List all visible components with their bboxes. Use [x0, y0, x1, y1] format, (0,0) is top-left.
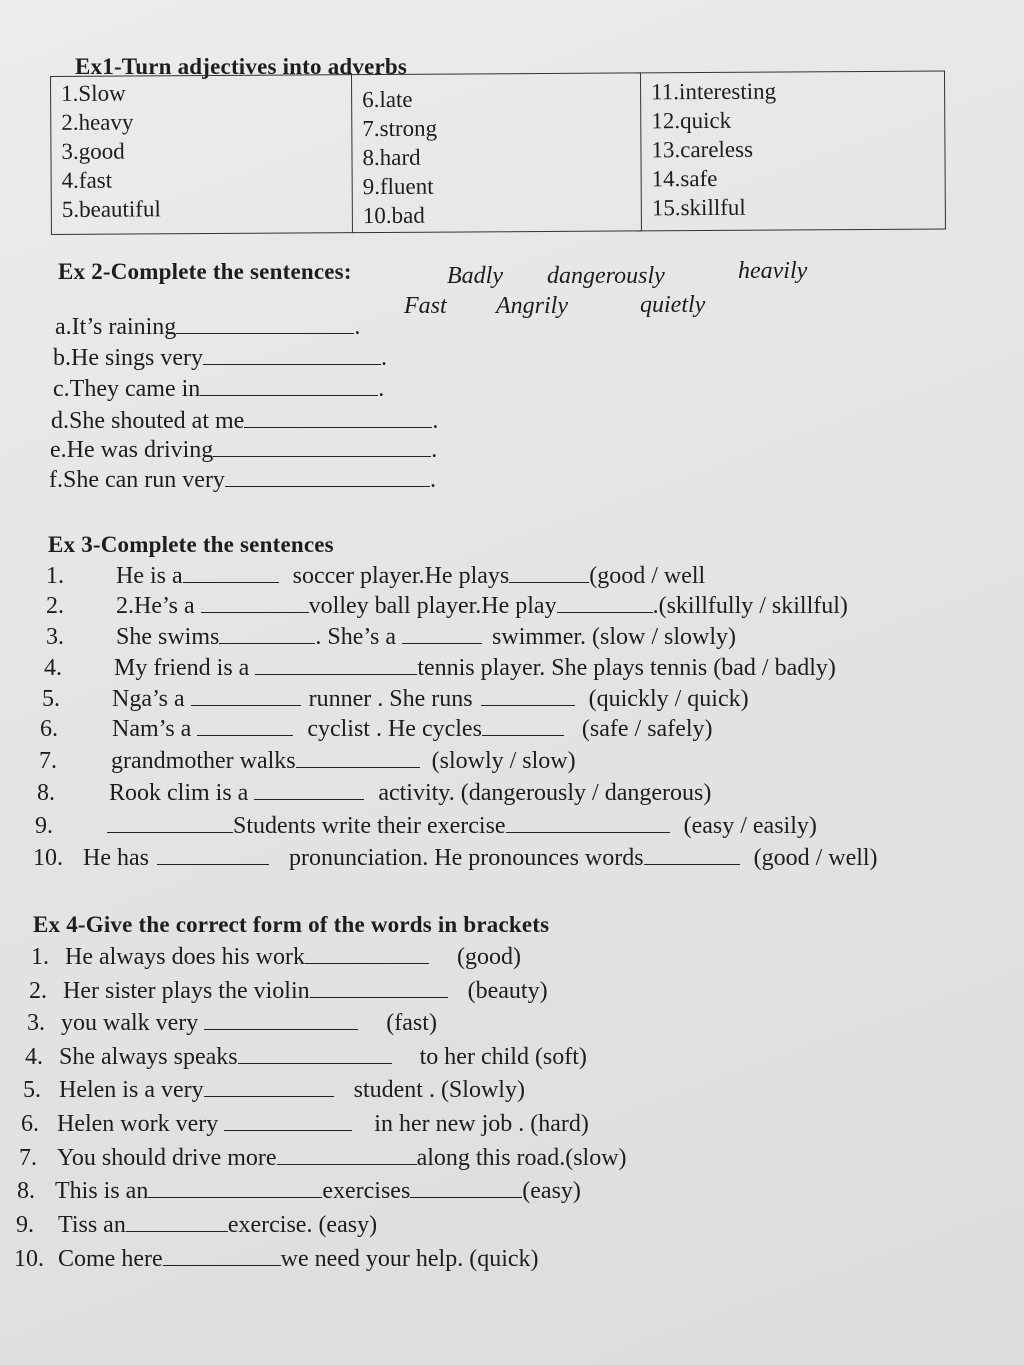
- answer-blank[interactable]: [213, 438, 431, 457]
- answer-blank[interactable]: [163, 1247, 281, 1266]
- word-hint: in her new job . (hard): [374, 1111, 589, 1137]
- ex2-title: Ex 2-Complete the sentences:: [58, 259, 352, 284]
- answer-blank[interactable]: [191, 687, 301, 706]
- adjectives-table: [50, 71, 946, 235]
- sentence-text: Rook clim is a: [109, 780, 249, 806]
- ex3-sentence: [46, 563, 705, 590]
- item-number: 6.: [21, 1111, 39, 1137]
- adjective-item: 14.safe: [651, 165, 718, 192]
- adjective-item: 15.skillful: [651, 194, 746, 221]
- answer-blank[interactable]: [204, 1078, 334, 1097]
- ex4-sentence: [23, 1077, 525, 1104]
- answer-blank[interactable]: [224, 1112, 352, 1131]
- sentence-text: This is an: [55, 1178, 149, 1204]
- ex4-sentence: [21, 1111, 589, 1138]
- sentence-text: Tiss an: [58, 1212, 126, 1238]
- answer-blank[interactable]: [506, 814, 670, 833]
- sentence-text: Helen is a very: [59, 1077, 204, 1103]
- item-number: 4.: [25, 1044, 43, 1070]
- ex4-title: Ex 4-Give the correct form of the words in brackets: [33, 912, 550, 937]
- word-choice: (easy / easily): [683, 813, 817, 839]
- sentence-text: volley ball player.He play: [308, 593, 557, 619]
- item-number: 1.: [31, 944, 49, 970]
- answer-blank[interactable]: [197, 717, 293, 736]
- answer-blank[interactable]: [204, 1011, 358, 1030]
- sentence-text: Helen work very: [57, 1111, 219, 1137]
- answer-blank[interactable]: [482, 717, 564, 736]
- sentence-text: He has: [83, 845, 149, 871]
- item-number: 10.: [33, 845, 63, 871]
- sentence-text: b.He sings very: [53, 345, 203, 371]
- ex4-sentence: [14, 1246, 539, 1273]
- answer-blank[interactable]: [255, 656, 417, 675]
- ex3-sentence: [37, 780, 711, 807]
- adjective-item: 2.heavy: [61, 109, 134, 135]
- ex2-sentence: [49, 467, 436, 494]
- sentence-text: e.He was driving: [50, 437, 214, 463]
- answer-blank[interactable]: [481, 687, 575, 706]
- answer-blank[interactable]: [157, 846, 269, 865]
- answer-blank[interactable]: [203, 346, 381, 365]
- sentence-period: .: [378, 376, 385, 402]
- ex3-sentence: [35, 813, 817, 840]
- word-choice: (good / well): [753, 845, 878, 871]
- adjectives-column-2: [351, 73, 641, 233]
- word-choice: .(skillfully / skillful): [652, 593, 848, 619]
- ex3-sentence: [33, 845, 878, 872]
- item-number: 9.: [16, 1212, 34, 1238]
- answer-blank[interactable]: [305, 945, 429, 964]
- ex2-sentence: [51, 408, 438, 435]
- adjective-item: 1.Slow: [61, 80, 126, 106]
- word-bank-item: heavily: [738, 258, 808, 284]
- ex4-sentence: [16, 1212, 377, 1239]
- sentence-text: pronunciation. He pronounces words: [288, 845, 644, 871]
- word-bank-item: quietly: [640, 292, 706, 318]
- sentence-text: Students write their exercise: [233, 813, 506, 839]
- item-number: 2.: [46, 593, 64, 619]
- sentence-text: exercises: [322, 1178, 411, 1204]
- adjective-item: 3.good: [61, 138, 125, 164]
- adjectives-column-1: [51, 75, 353, 235]
- item-number: 5.: [23, 1077, 41, 1103]
- word-hint: student . (Slowly): [353, 1077, 525, 1103]
- answer-blank[interactable]: [254, 781, 364, 800]
- adjective-item: 7.strong: [362, 115, 438, 142]
- ex2-sentence: [53, 345, 387, 372]
- ex3-sentence: [46, 593, 848, 620]
- adjective-item: 9.fluent: [362, 173, 434, 200]
- answer-blank[interactable]: [200, 377, 378, 396]
- sentence-text: f.She can run very: [49, 467, 225, 493]
- adjective-item: 10.bad: [362, 202, 425, 229]
- answer-blank[interactable]: [219, 625, 315, 644]
- sentence-text: c.They came in: [53, 376, 201, 402]
- sentence-text: cyclist . He cycles: [307, 716, 482, 742]
- sentence-period: .: [432, 408, 439, 434]
- word-choice: (safe / safely): [581, 716, 713, 742]
- item-number: 7.: [39, 748, 57, 774]
- word-hint: (fast): [386, 1010, 437, 1036]
- item-number: 7.: [19, 1145, 37, 1171]
- adjective-item: 5.beautiful: [61, 196, 161, 222]
- answer-blank[interactable]: [644, 846, 740, 865]
- sentence-text: a.It’s raining: [55, 314, 177, 340]
- answer-blank[interactable]: [296, 749, 420, 768]
- ex4-sentence: [27, 1010, 437, 1037]
- word-bank-item: Angrily: [496, 293, 568, 319]
- sentence-text: Come here: [58, 1246, 163, 1272]
- sentence-period: .: [429, 467, 436, 493]
- word-hint: along this road.(slow): [416, 1145, 627, 1171]
- word-hint: (easy): [522, 1178, 581, 1204]
- answer-blank[interactable]: [225, 468, 430, 487]
- item-number: 8.: [37, 780, 55, 806]
- item-number: 3.: [27, 1010, 45, 1036]
- sentence-text: swimmer. (slow / slowly): [492, 624, 737, 650]
- ex4-sentence: [19, 1145, 627, 1172]
- ex4-sentence: [25, 1044, 587, 1071]
- adjective-item: 8.hard: [362, 144, 421, 171]
- item-number: 3.: [46, 624, 64, 650]
- ex4-sentence: [29, 978, 548, 1005]
- sentence-text: exercise. (easy): [227, 1212, 378, 1238]
- answer-blank[interactable]: [126, 1213, 228, 1232]
- answer-blank[interactable]: [410, 1179, 522, 1198]
- sentence-text: activity. (dangerously / dangerous): [378, 780, 712, 806]
- item-number: 2.: [29, 978, 47, 1004]
- answer-blank[interactable]: [509, 564, 589, 583]
- word-bank-item: Fast: [404, 293, 447, 319]
- adjectives-column-3: [640, 71, 945, 231]
- ex3-sentence: [39, 748, 576, 775]
- item-number: 5.: [42, 686, 60, 712]
- sentence-period: .: [431, 437, 438, 463]
- item-number: 10.: [14, 1246, 44, 1272]
- ex4-sentence: [17, 1178, 581, 1205]
- answer-blank[interactable]: [277, 1146, 417, 1165]
- ex3-sentence: [44, 655, 836, 682]
- ex3-title: Ex 3-Complete the sentences: [48, 532, 334, 557]
- ex3-sentence: [46, 624, 736, 651]
- sentence-text: Her sister plays the violin: [63, 978, 310, 1004]
- word-hint: to her child (soft): [419, 1044, 587, 1070]
- adjective-item: 11.interesting: [651, 78, 777, 105]
- sentence-text: My friend is a: [114, 655, 250, 681]
- answer-blank[interactable]: [244, 409, 432, 428]
- answer-blank[interactable]: [557, 594, 653, 613]
- adjective-item: 12.quick: [651, 107, 732, 134]
- ex3-sentence: [40, 716, 713, 743]
- answer-blank[interactable]: [238, 1045, 392, 1064]
- word-bank-item: Badly: [447, 263, 503, 289]
- sentence-text: He is a: [116, 563, 183, 589]
- word-choice: (good / well: [589, 563, 706, 589]
- sentence-text: d.She shouted at me: [51, 408, 245, 434]
- sentence-period: .: [380, 345, 387, 371]
- adjective-item: 4.fast: [61, 167, 113, 193]
- ex3-sentence: [42, 686, 749, 713]
- ex2-sentence: [55, 314, 360, 341]
- sentence-text: runner . She runs: [308, 686, 473, 712]
- answer-blank[interactable]: [183, 564, 279, 583]
- answer-blank[interactable]: [148, 1179, 322, 1198]
- word-choice: (quickly / quick): [588, 686, 749, 712]
- sentence-text: . She’s a: [315, 624, 397, 650]
- sentence-text: She always speaks: [59, 1044, 238, 1070]
- item-number: 8.: [17, 1178, 35, 1204]
- sentence-text: She swims: [116, 624, 220, 650]
- sentence-text: 2.He’s a: [116, 593, 195, 619]
- ex2-sentence: [53, 376, 384, 403]
- item-number: 4.: [44, 655, 62, 681]
- answer-blank[interactable]: [107, 814, 233, 833]
- word-choice: (slowly / slow): [431, 748, 576, 774]
- sentence-text: Nam’s a: [112, 716, 192, 742]
- ex4-sentence: [31, 944, 521, 971]
- answer-blank[interactable]: [176, 315, 354, 334]
- sentence-text: we need your help. (quick): [280, 1246, 539, 1272]
- sentence-text: He always does his work: [65, 944, 305, 970]
- item-number: 9.: [35, 813, 53, 839]
- answer-blank[interactable]: [201, 594, 309, 613]
- sentence-text: grandmother walks: [111, 748, 296, 774]
- word-hint: (beauty): [467, 978, 548, 1004]
- sentence-text: Nga’s a: [112, 686, 185, 712]
- word-bank-item: dangerously: [547, 263, 665, 289]
- item-number: 6.: [40, 716, 58, 742]
- answer-blank[interactable]: [310, 979, 448, 998]
- word-hint: (good): [456, 944, 521, 970]
- sentence-text: soccer player.He plays: [292, 563, 510, 589]
- adjective-item: 6.late: [362, 86, 413, 113]
- sentence-text: tennis player. She plays tennis (bad / badly): [417, 655, 836, 681]
- item-number: 1.: [46, 563, 64, 589]
- sentence-text: You should drive more: [57, 1145, 277, 1171]
- sentence-period: .: [354, 314, 361, 340]
- answer-blank[interactable]: [402, 625, 482, 644]
- adjective-item: 13.careless: [651, 136, 754, 163]
- ex2-sentence: [50, 437, 437, 464]
- ex1-title: Ex1-Turn adjectives into adverbs: [75, 54, 408, 79]
- sentence-text: you walk very: [61, 1010, 199, 1036]
